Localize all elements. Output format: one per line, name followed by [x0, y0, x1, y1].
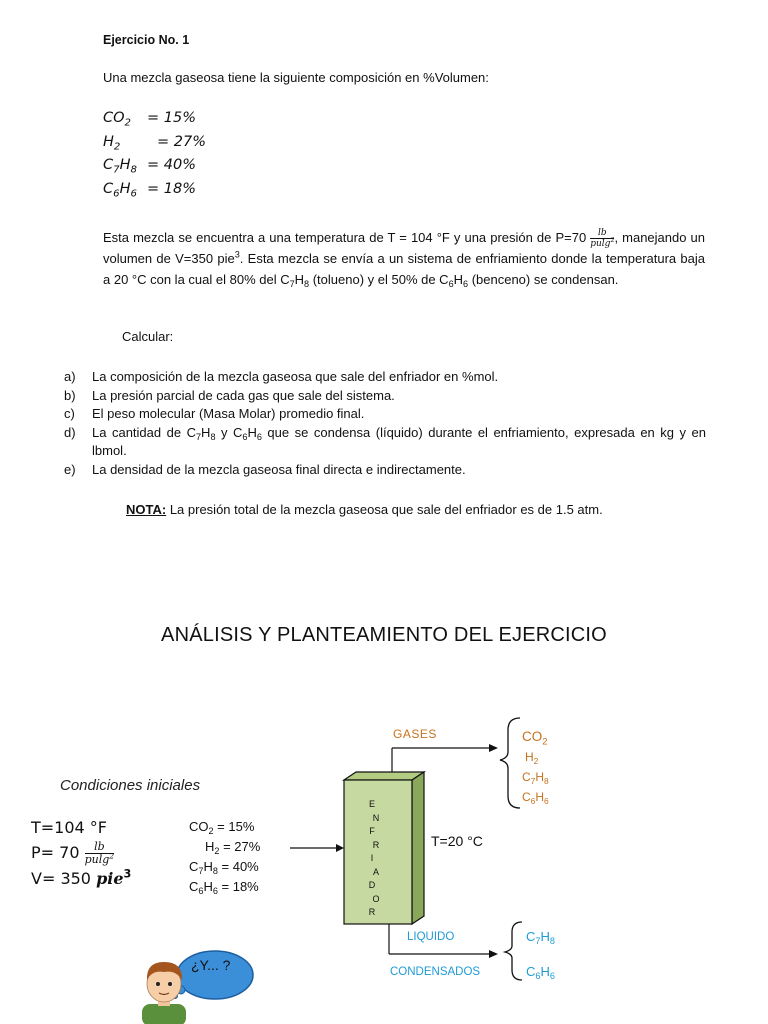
calcular-label: Calcular: — [122, 329, 174, 344]
cooler-label — [358, 798, 386, 920]
composition-c7h8: $C_7H_8 = 40\%$ — [103, 157, 196, 176]
liquid-label: LIQUIDO — [407, 931, 455, 943]
liquid-c6h6: $C_6H_6$ — [526, 964, 555, 982]
question-a: a) La composición de la mezcla gaseosa que sale del enfriador en %mol. — [64, 369, 499, 384]
exercise-intro: Una mezcla gaseosa tiene la siguiente composición en %Volumen: — [103, 70, 489, 85]
cooler-side — [412, 772, 424, 924]
init-co2: $CO_2 = 15\%$ — [189, 819, 255, 837]
cooler-letter: I — [370, 853, 374, 863]
init-c6h6: $C_6H_6 = 18\%$ — [189, 879, 259, 897]
cooler-top — [344, 772, 424, 780]
conditions-title: Condiciones iniciales — [60, 777, 201, 794]
gas-h2: $H_2$ — [525, 750, 539, 766]
nota-label: NOTA: — [126, 502, 167, 517]
gases-arrow-head — [489, 744, 498, 752]
cooler-letter: A — [372, 866, 379, 877]
pressure-unit-fraction: $\frac{lb}{pulg^2}$ — [590, 228, 615, 250]
initial-pressure: P= 70 $\frac{lb}{pulg^2}$ — [31, 840, 115, 866]
exercise-title: Ejercicio No. 1 — [103, 33, 190, 47]
cooler-letter: F — [369, 826, 375, 836]
gases-label: GASES — [393, 727, 437, 741]
condensed-label: CONDENSADOS — [390, 966, 481, 978]
gas-c6h6: $C_6H_6$ — [522, 790, 549, 806]
feed-arrow-head — [336, 844, 344, 852]
cooler-letter: O — [372, 893, 380, 904]
question-d: d) La cantidad de $C_7H_8$ y $C_6H_6$ que se condensa (líquido) durante el enfriamiento, expresada en kg y en lbmol. — [64, 424, 706, 458]
analysis-heading: ANÁLISIS Y PLANTEAMIENTO DEL EJERCICIO — [161, 624, 607, 646]
init-c7h8: $C_7H_8 = 40\%$ — [189, 859, 259, 877]
cooler-temperature: T=20 °C — [431, 833, 483, 849]
liquid-c7h8: $C_7H_8$ — [526, 929, 555, 947]
question-b: b) La presión parcial de cada gas que sale del sistema. — [64, 387, 395, 403]
cooler-letter: R — [372, 839, 380, 850]
gases-list — [522, 727, 549, 807]
composition-co2: $CO_2 = 15\%$ — [103, 110, 196, 129]
gases-brace — [500, 718, 520, 808]
init-h2: $H_2 = 27\%$ — [205, 839, 261, 857]
nota-text: La presión total de la mezcla gaseosa que sale del enfriador es de 1.5 atm. — [166, 502, 603, 517]
liquid-brace — [505, 922, 522, 980]
composition-c6h6: $C_6H_6 = 18\%$ — [103, 180, 196, 200]
gas-co2: $CO_2$ — [522, 729, 548, 748]
composition-h2: $H_2 = 27\%$ — [103, 133, 206, 153]
cooler-letter: N — [372, 812, 380, 823]
problem-statement: Esta mezcla se encuentra a una temperatura de T = 104 °F y una presión de P=70 $\frac{lb}{pulg^2}$ , manejando un volumen de V=350 pie$^3$. Esta mezcla se envía a un sistema de enfriamiento donde la temperatura baja a 20 °C con la cual el 80% del $C_7H_8$ (tolueno) y el 50% de $C_6H_6$ (benceno) se condensan. — [103, 228, 706, 289]
gas-c7h8: $C_7H_8$ — [522, 770, 549, 786]
initial-temperature: T=104 °F — [31, 818, 108, 837]
cooler-letter: D — [368, 880, 376, 890]
initial-volume: V= 350 pie$^3$ — [31, 867, 132, 888]
cooler-letter: E — [368, 799, 375, 809]
bubble-text: ¿Y... ? — [191, 957, 231, 973]
cooler-letter: R — [368, 907, 376, 917]
liquid-arrow-head — [489, 950, 498, 958]
question-c: c) El peso molecular (Masa Molar) promedio final. — [64, 406, 365, 421]
question-e: e) La densidad de la mezcla gaseosa final directa e indirectamente. — [64, 461, 466, 477]
